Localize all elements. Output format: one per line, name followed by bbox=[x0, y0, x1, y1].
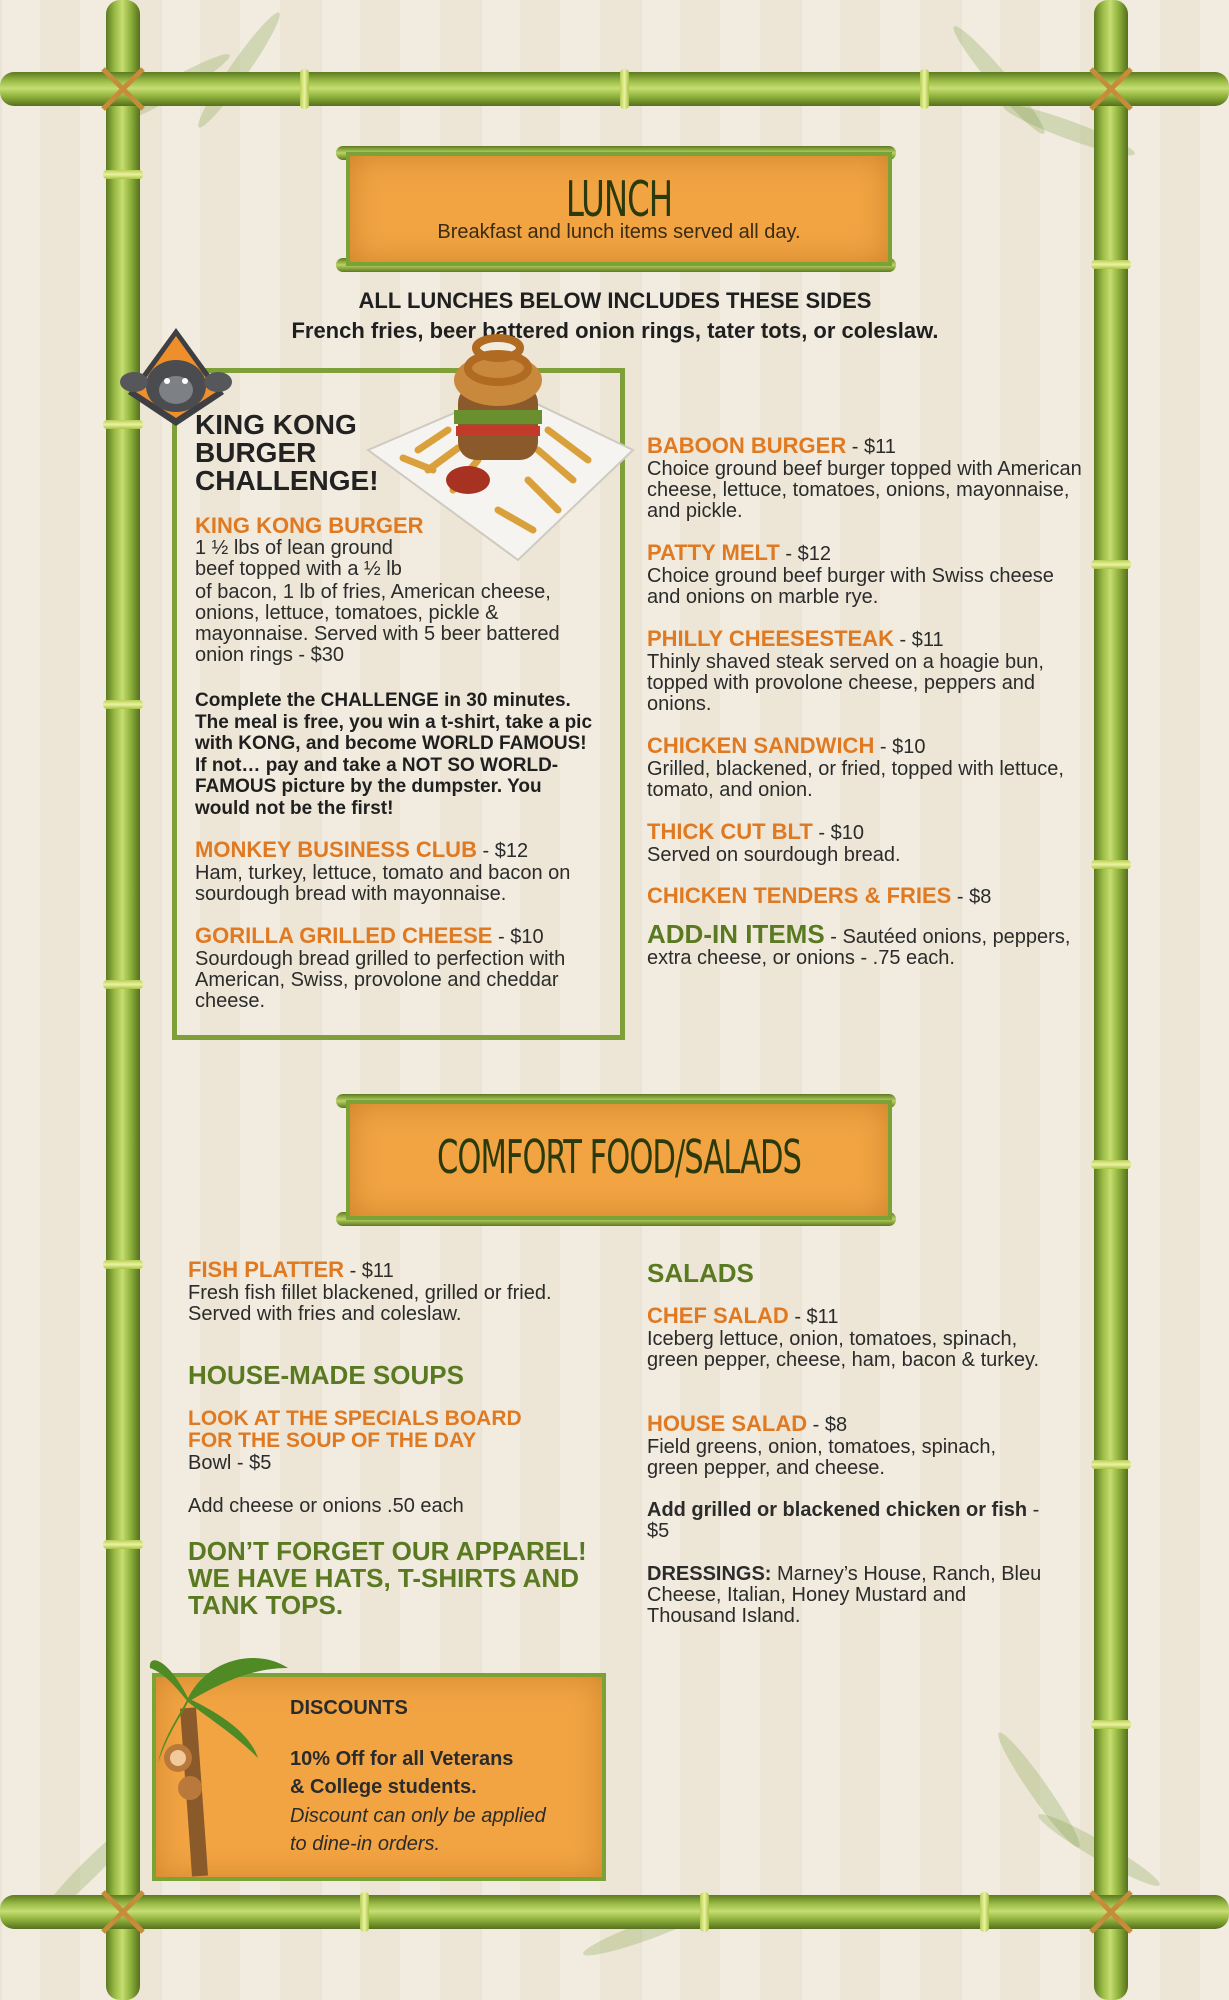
add-in-text: - Sautéed onions, peppers, extra cheese, or onions - .75 each. bbox=[647, 926, 1071, 969]
dressings-label: DRESSINGS: bbox=[647, 1563, 772, 1585]
item-desc: Thinly shaved steak served on a hoagie bun, topped with provolone cheese, peppers and onions. bbox=[647, 651, 1044, 715]
item-price: - $10 bbox=[812, 822, 864, 844]
sides-text: French fries, beer battered onion rings, tater tots, or coleslaw. bbox=[291, 318, 939, 343]
item-name: MONKEY BUSINESS CLUB bbox=[195, 837, 477, 862]
item-name: HOUSE SALAD bbox=[647, 1411, 808, 1436]
soup-line-2: FOR THE SOUP OF THE DAY bbox=[188, 1429, 477, 1452]
rope-tie-icon bbox=[1085, 63, 1137, 115]
item-name: FISH PLATTER bbox=[188, 1257, 345, 1282]
menu-item bbox=[188, 1258, 618, 1325]
item-price: - $10 bbox=[492, 926, 544, 948]
item-name: THICK CUT BLT bbox=[647, 819, 813, 844]
rope-tie-icon bbox=[97, 63, 149, 115]
item-desc: Ham, turkey, lettuce, tomato and bacon on sourdough bread with mayonnaise. bbox=[195, 862, 571, 905]
add-chicken-price: - $5 bbox=[647, 1499, 1040, 1542]
menu-item bbox=[195, 838, 595, 905]
soup-bowl-price: Bowl - $5 bbox=[188, 1452, 272, 1474]
rope-tie-icon bbox=[1085, 1886, 1137, 1938]
add-in-title: ADD-IN ITEMS bbox=[647, 919, 825, 949]
item-name: CHICKEN TENDERS & FRIES bbox=[647, 883, 952, 908]
challenge-rules: Complete the CHALLENGE in 30 minutes. The meal is free, you win a t-shirt, take a pic with KONG, and become WORLD FAMOUS! If not… pay and take a NOT SO WORLD-FAMOUS picture by the dumpster. You would not be the first! bbox=[195, 690, 593, 819]
sides-heading: ALL LUNCHES BELOW INCLUDES THESE SIDES bbox=[358, 288, 872, 313]
discount-line-2: & College students. bbox=[290, 1776, 477, 1798]
king-kong-burger-desc-3: of bacon, 1 lb of fries, American cheese, onions, lettuce, tomatoes, pickle & mayonnaise. Served with 5 beer battered onion rings - $30 bbox=[195, 581, 560, 666]
comfort-title: COMFORT FOOD/SALADS bbox=[437, 1131, 801, 1185]
lunch-title: LUNCH bbox=[565, 172, 673, 229]
menu-item bbox=[647, 1412, 1047, 1479]
salads-heading: SALADS bbox=[647, 1258, 754, 1288]
menu-item bbox=[647, 627, 1087, 715]
add-in-items bbox=[647, 919, 1087, 969]
rope-tie-icon bbox=[97, 1886, 149, 1938]
lunch-banner bbox=[346, 152, 892, 266]
bamboo-frame-bottom bbox=[0, 1895, 1229, 1929]
item-name: CHICKEN SANDWICH bbox=[647, 733, 875, 758]
item-price: - $10 bbox=[874, 736, 926, 758]
discount-note-1: Discount can only be applied bbox=[290, 1805, 546, 1827]
challenge-title-line: BURGER bbox=[195, 437, 317, 468]
menu-item bbox=[647, 734, 1087, 801]
item-price: - $11 bbox=[893, 629, 944, 651]
item-desc: Sourdough bread grilled to perfection with American, Swiss, provolone and cheddar cheese. bbox=[195, 948, 566, 1012]
item-name: GORILLA GRILLED CHEESE bbox=[195, 923, 493, 948]
menu-item bbox=[647, 820, 1087, 866]
menu-item bbox=[647, 1304, 1047, 1371]
discount-line-1: 10% Off for all Veterans bbox=[290, 1748, 514, 1770]
menu-item bbox=[195, 924, 595, 1012]
dressings-text: Marney’s House, Ranch, Bleu Cheese, Italian, Honey Mustard and Thousand Island. bbox=[647, 1563, 1042, 1627]
item-price: - $11 bbox=[846, 436, 896, 458]
item-desc: Field greens, onion, tomatoes, spinach, green pepper, and cheese. bbox=[647, 1436, 997, 1479]
item-desc: Choice ground beef burger with Swiss cheese and onions on marble rye. bbox=[647, 565, 1054, 608]
item-desc: Served on sourdough bread. bbox=[647, 844, 901, 866]
discount-note-2: to dine-in orders. bbox=[290, 1833, 441, 1855]
menu-item bbox=[647, 884, 1087, 909]
menu-item bbox=[647, 541, 1087, 608]
item-price: - $12 bbox=[476, 840, 529, 862]
add-chicken-note bbox=[647, 1500, 1047, 1542]
palm-monkey-icon bbox=[148, 1638, 298, 1878]
item-name: BABOON BURGER bbox=[647, 433, 847, 458]
bamboo-frame-top bbox=[0, 72, 1229, 106]
dressings-note bbox=[647, 1564, 1047, 1627]
challenge-title-line: KING KONG bbox=[195, 409, 357, 440]
item-price: - $11 bbox=[344, 1260, 394, 1282]
item-name: PATTY MELT bbox=[647, 540, 780, 565]
item-desc: Choice ground beef burger topped with American cheese, lettuce, tomatoes, onions, mayonnaise, and pickle. bbox=[647, 458, 1082, 522]
king-kong-burger-desc-2: beef topped with a ½ lb bbox=[195, 558, 402, 580]
menu-item bbox=[647, 434, 1087, 522]
soups-heading: HOUSE-MADE SOUPS bbox=[188, 1360, 464, 1390]
item-name: PHILLY CHEESESTEAK bbox=[647, 626, 894, 651]
apparel-note: DON’T FORGET OUR APPAREL! WE HAVE HATS, T-SHIRTS AND TANK TOPS. bbox=[188, 1536, 587, 1620]
item-desc: Fresh fish fillet blackened, grilled or fried. Served with fries and coleslaw. bbox=[188, 1282, 552, 1325]
item-price: - $11 bbox=[788, 1306, 839, 1328]
lunch-subtitle: Breakfast and lunch items served all day. bbox=[437, 221, 801, 243]
soup-add-on: Add cheese or onions .50 each bbox=[188, 1495, 464, 1517]
challenge-title-line: CHALLENGE! bbox=[195, 465, 379, 496]
challenge-title bbox=[195, 411, 379, 495]
item-desc: Iceberg lettuce, onion, tomatoes, spinach, green pepper, cheese, ham, bacon & turkey. bbox=[647, 1328, 1040, 1371]
comfort-banner bbox=[346, 1100, 892, 1220]
soup-line-1: LOOK AT THE SPECIALS BOARD bbox=[188, 1407, 522, 1430]
item-price: - $8 bbox=[951, 886, 992, 908]
add-chicken-text: Add grilled or blackened chicken or fish bbox=[647, 1499, 1028, 1521]
item-name: CHEF SALAD bbox=[647, 1303, 789, 1328]
bamboo-frame-left bbox=[106, 0, 140, 2000]
discounts-title: DISCOUNTS bbox=[290, 1697, 408, 1719]
king-kong-burger-desc-1: 1 ½ lbs of lean ground bbox=[195, 537, 393, 559]
item-desc: Grilled, blackened, or fried, topped with lettuce, tomato, and onion. bbox=[647, 758, 1064, 801]
item-price: - $12 bbox=[779, 543, 831, 565]
king-kong-burger-name: KING KONG BURGER bbox=[195, 513, 424, 538]
item-price: - $8 bbox=[807, 1414, 848, 1436]
bamboo-frame-right bbox=[1094, 0, 1128, 2000]
